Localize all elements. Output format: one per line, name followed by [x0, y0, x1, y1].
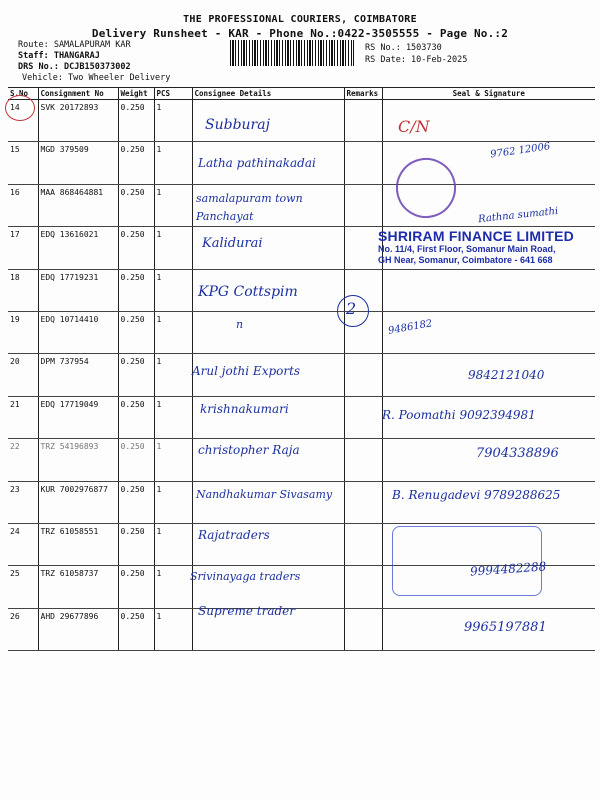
company-title: THE PROFESSIONAL COURIERS, COIMBATORE [183, 14, 417, 25]
consignment-cell: TRZ 61058737 [38, 566, 118, 608]
weight-cell: 0.250 [118, 269, 154, 311]
signature-23: B. Renugadevi 9789288625 [392, 488, 561, 502]
consignment-cell: DPM 737954 [38, 354, 118, 396]
rs-date: RS Date: 10-Feb-2025 [365, 55, 468, 65]
consignment-cell: TRZ 54196893 [38, 439, 118, 481]
remarks-cell [344, 100, 382, 142]
consignee-hw-19: n [236, 318, 244, 331]
sno-cell: 22 [8, 439, 38, 481]
consignment-cell: EDQ 10714410 [38, 311, 118, 353]
weight-cell: 0.250 [118, 439, 154, 481]
consignee-hw-26: Supreme trader [198, 604, 295, 618]
weight-cell: 0.250 [118, 354, 154, 396]
stamp-company-name: SHRIRAM FINANCE LIMITED [378, 228, 574, 244]
consignment-cell: EDQ 17719049 [38, 396, 118, 438]
sno-cell: 16 [8, 184, 38, 226]
weight-cell: 0.250 [118, 184, 154, 226]
remarks-cell [344, 396, 382, 438]
col-consignee: Consignee Details [192, 88, 344, 100]
consignment-cell: EDQ 13616021 [38, 227, 118, 269]
consignee-cell [192, 311, 344, 353]
pcs-cell: 1 [154, 100, 192, 142]
sno-cell: 25 [8, 566, 38, 608]
sno-cell: 14 [8, 100, 38, 142]
weight-cell: 0.250 [118, 100, 154, 142]
pcs-cell: 1 [154, 608, 192, 650]
signature-16: Rathna sumathi [477, 205, 559, 226]
pcs-cell: 1 [154, 481, 192, 523]
col-weight: Weight [118, 88, 154, 100]
sno-cell: 23 [8, 481, 38, 523]
weight-cell: 0.250 [118, 227, 154, 269]
sno-cell: 18 [8, 269, 38, 311]
pcs-cell: 1 [154, 354, 192, 396]
weight-cell: 0.250 [118, 523, 154, 565]
signature-21: R. Poomathi 9092394981 [382, 408, 536, 422]
pcs-cell: 1 [154, 184, 192, 226]
table-row [8, 100, 595, 142]
stamp-address-line-2: GH Near, Somanur, Coimbatore - 641 668 [378, 255, 553, 265]
remarks-cell [344, 227, 382, 269]
weight-cell: 0.250 [118, 566, 154, 608]
remarks-cell [344, 523, 382, 565]
col-sno: S.No [8, 88, 38, 100]
pcs-cell: 1 [154, 566, 192, 608]
sno-cell: 20 [8, 354, 38, 396]
consignee-hw-15: Latha pathinakadai [198, 156, 316, 170]
drs-number: DRS No.: DCJB150373002 [18, 62, 131, 72]
col-remarks: Remarks [344, 88, 382, 100]
consignee-hw-24: Rajatraders [198, 528, 270, 542]
staff-label: Staff: THANGARAJ [18, 51, 100, 61]
sno-cell: 24 [8, 523, 38, 565]
signature-25: 9994482288 [469, 559, 547, 579]
sno-cell: 21 [8, 396, 38, 438]
consignment-cell: SVK 20172893 [38, 100, 118, 142]
table-row [8, 311, 595, 353]
col-signature: Seal & Signature [382, 88, 595, 100]
pcs-cell: 1 [154, 523, 192, 565]
consignment-cell: MGD 379509 [38, 142, 118, 184]
consignee-hw-23: Nandhakumar Sivasamy [196, 488, 333, 501]
stamp-address-line-1: No. 11/4, First Floor, Somanur Main Road, [378, 244, 556, 254]
consignee-hw-14: Subburaj [205, 117, 270, 133]
col-pcs: PCS [154, 88, 192, 100]
consignee-hw-18: KPG Cottspim [198, 284, 298, 300]
consignee-hw-16: samalapuram town Panchayat [196, 192, 303, 223]
pcs-cell: 1 [154, 269, 192, 311]
signature-26: 9965197881 [464, 620, 547, 635]
consignment-cell: TRZ 61058551 [38, 523, 118, 565]
barcode [230, 40, 354, 66]
remarks-cell [344, 566, 382, 608]
weight-cell: 0.250 [118, 142, 154, 184]
weight-cell: 0.250 [118, 481, 154, 523]
consignee-hw-21: krishnakumari [200, 402, 289, 416]
signature-22: 7904338896 [476, 446, 559, 461]
consignee-hw-20: Arul jothi Exports [192, 364, 301, 378]
consignment-cell: KUR 7002976877 [38, 481, 118, 523]
pcs-cell: 1 [154, 227, 192, 269]
consignment-cell: MAA 868464881 [38, 184, 118, 226]
consignment-cell: AHD 29677896 [38, 608, 118, 650]
weight-cell: 0.250 [118, 608, 154, 650]
consignment-cell: EDQ 17719231 [38, 269, 118, 311]
weight-cell: 0.250 [118, 311, 154, 353]
pcs-cell: 1 [154, 142, 192, 184]
consignee-hw-17: Kalidurai [202, 236, 263, 251]
route-label: Route: SAMALAPURAM KAR [18, 40, 131, 50]
remarks-cell [344, 481, 382, 523]
consignee-hw-22: christopher Raja [198, 443, 300, 457]
weight-cell: 0.250 [118, 396, 154, 438]
col-consignment: Consignment No [38, 88, 118, 100]
consignee-hw-25: Srivinayaga traders [190, 570, 301, 583]
remarks-cell [344, 354, 382, 396]
sno-circle-annotation [5, 95, 35, 121]
signature-15: 9762 12006 [489, 141, 552, 161]
shriram-finance-stamp [378, 228, 588, 278]
remarks-cell [344, 142, 382, 184]
sno-cell: 15 [8, 142, 38, 184]
vehicle-label: Vehicle: Two Wheeler Delivery [22, 73, 171, 83]
signature-20: 9842121040 [468, 368, 545, 382]
signature-14: C/N [398, 117, 430, 136]
rs-number: RS No.: 1503730 [365, 43, 442, 53]
remarks-cell [344, 439, 382, 481]
pcs-cell: 1 [154, 439, 192, 481]
signature-19: 9486182 [387, 318, 434, 337]
pcs-cell: 1 [154, 311, 192, 353]
signature-cell [382, 311, 595, 353]
sno-cell: 17 [8, 227, 38, 269]
pcs-cell: 1 [154, 396, 192, 438]
runsheet-title: Delivery Runsheet - KAR - Phone No.:0422-3505555 - Page No.:2 [91, 27, 509, 40]
circled-number-text: 2 [346, 299, 357, 318]
sno-cell: 26 [8, 608, 38, 650]
sno-cell: 19 [8, 311, 38, 353]
remarks-cell [344, 608, 382, 650]
